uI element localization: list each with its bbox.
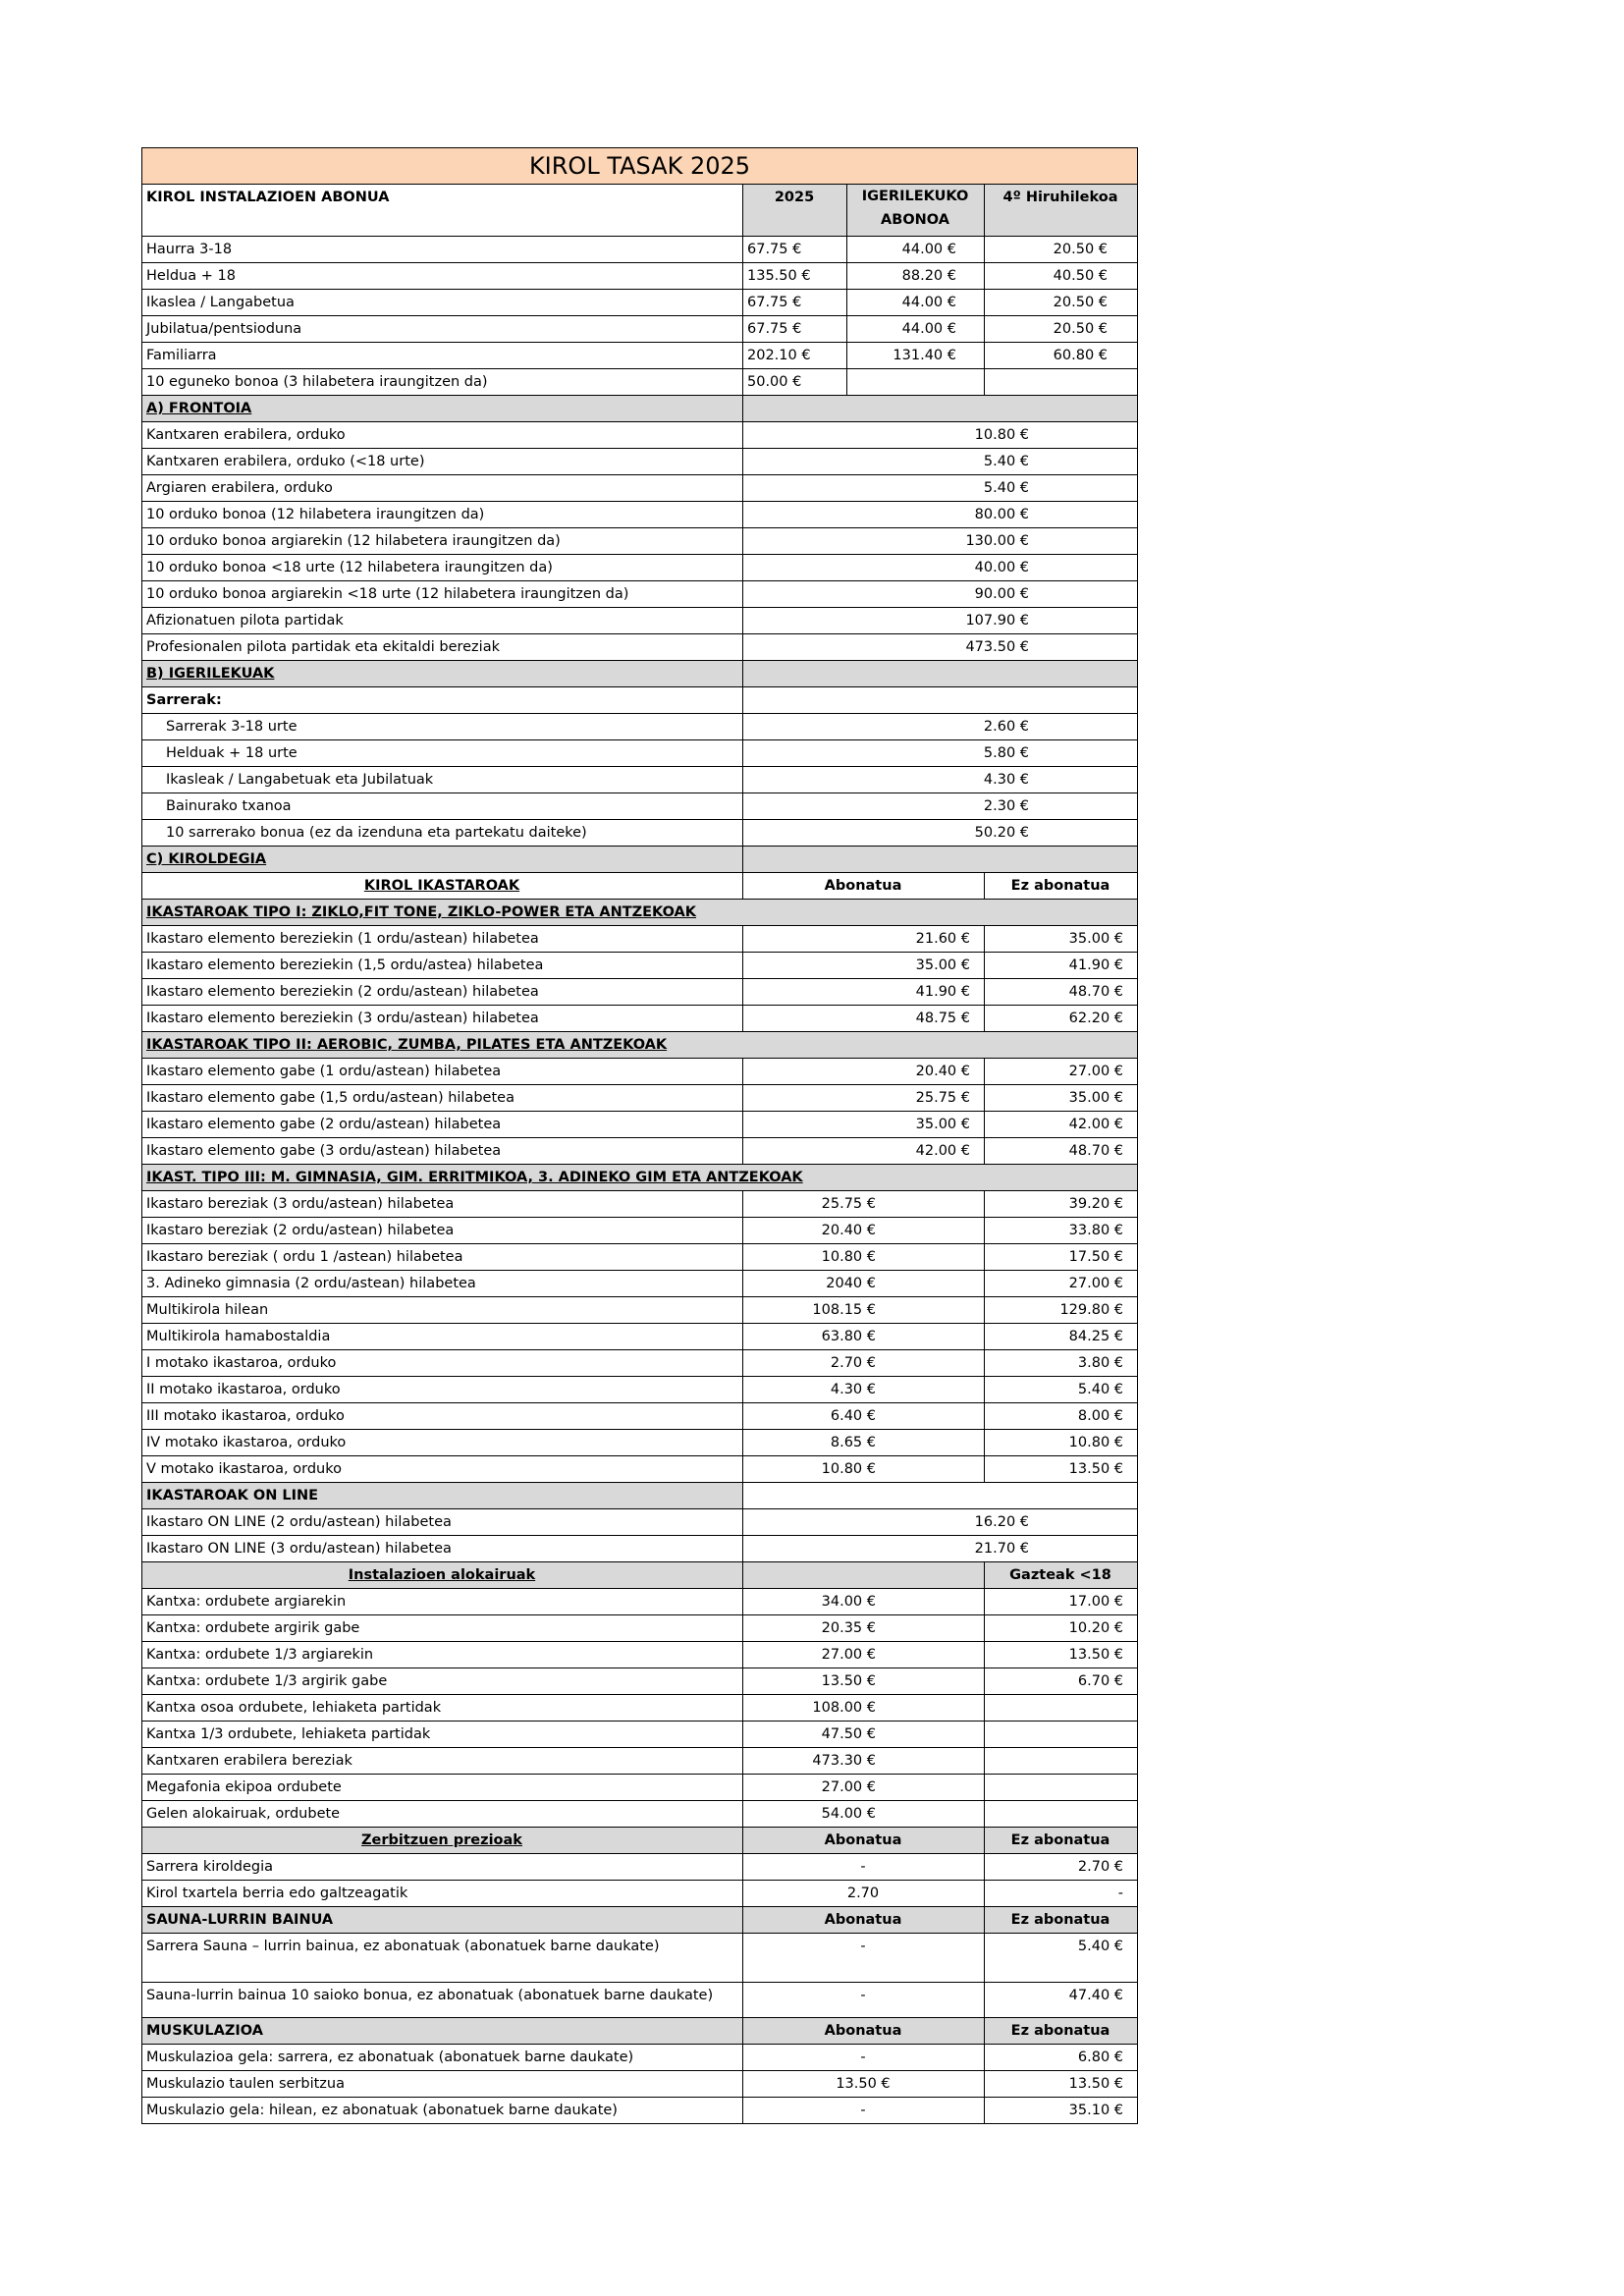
row-value-pool: 88.20 € bbox=[847, 263, 985, 290]
section-zerbitzuak-label: Zerbitzuen prezioak bbox=[142, 1828, 743, 1854]
row-value: 473.50 € bbox=[743, 634, 1138, 661]
row-label: Sarrerak 3-18 urte bbox=[142, 714, 743, 740]
row-value-member: 108.00 € bbox=[743, 1695, 985, 1722]
row-value-pool: 44.00 € bbox=[847, 237, 985, 263]
row-value-nonmember: 129.80 € bbox=[985, 1297, 1138, 1324]
section-frontoia bbox=[142, 396, 1138, 422]
table-row bbox=[142, 1138, 1138, 1165]
row-value-member: 35.00 € bbox=[743, 1112, 985, 1138]
row-value-nonmember bbox=[985, 1695, 1138, 1722]
table-row bbox=[142, 1509, 1138, 1536]
table-row bbox=[142, 1271, 1138, 1297]
col-member: Abonatua bbox=[743, 1907, 985, 1934]
section-tipo2 bbox=[142, 1032, 1138, 1059]
courses-label: KIROL IKASTAROAK bbox=[142, 873, 743, 900]
row-value: 90.00 € bbox=[743, 581, 1138, 608]
table-row bbox=[142, 979, 1138, 1006]
row-value: 16.20 € bbox=[743, 1509, 1138, 1536]
table-row bbox=[142, 475, 1138, 502]
row-label: Multikirola hamabostaldia bbox=[142, 1324, 743, 1350]
row-label: Afizionatuen pilota partidak bbox=[142, 608, 743, 634]
table-row bbox=[142, 1775, 1138, 1801]
section-frontoia-blank bbox=[743, 396, 1138, 422]
section-sauna-label: SAUNA-LURRIN BAINUA bbox=[142, 1907, 743, 1934]
table-row bbox=[142, 1695, 1138, 1722]
table-row bbox=[142, 528, 1138, 555]
row-value-member: - bbox=[743, 2045, 985, 2071]
row-value-member: 54.00 € bbox=[743, 1801, 985, 1828]
row-value-pool: 44.00 € bbox=[847, 290, 985, 316]
table-row bbox=[142, 1191, 1138, 1218]
col-nonmember: Ez abonatua bbox=[985, 1907, 1138, 1934]
row-value-nonmember: 6.80 € bbox=[985, 2045, 1138, 2071]
row-label: I motako ikastaroa, orduko bbox=[142, 1350, 743, 1377]
table-row bbox=[142, 290, 1138, 316]
row-value-member: 473.30 € bbox=[743, 1748, 985, 1775]
row-value-member: 10.80 € bbox=[743, 1456, 985, 1483]
row-label: 10 orduko bonoa (12 hilabetera iraungitzen da) bbox=[142, 502, 743, 528]
row-value-nonmember: 5.40 € bbox=[985, 1934, 1138, 1983]
table-row bbox=[142, 820, 1138, 847]
table-row bbox=[142, 555, 1138, 581]
row-label: Ikastaro ON LINE (2 ordu/astean) hilabetea bbox=[142, 1509, 743, 1536]
header-label: KIROL INSTALAZIOEN ABONUA bbox=[142, 185, 743, 237]
row-label: Gelen alokairuak, ordubete bbox=[142, 1801, 743, 1828]
section-alokairuak bbox=[142, 1562, 1138, 1589]
row-label: Sarrera kiroldegia bbox=[142, 1854, 743, 1881]
section-muskulazioa bbox=[142, 2018, 1138, 2045]
row-label: Muskulazio taulen serbitzua bbox=[142, 2071, 743, 2098]
table-row bbox=[142, 343, 1138, 369]
row-value-member: 25.75 € bbox=[743, 1191, 985, 1218]
row-value: 4.30 € bbox=[743, 767, 1138, 793]
row-value-nonmember: 27.00 € bbox=[985, 1059, 1138, 1085]
blank bbox=[743, 1483, 1138, 1509]
row-value-year: 202.10 € bbox=[743, 343, 847, 369]
fees-table bbox=[141, 147, 1138, 2124]
row-value-member: 20.35 € bbox=[743, 1615, 985, 1642]
row-value-nonmember: 17.00 € bbox=[985, 1589, 1138, 1615]
table-row bbox=[142, 1456, 1138, 1483]
row-value-member: - bbox=[743, 1854, 985, 1881]
row-value-quarter bbox=[985, 369, 1138, 396]
row-value-nonmember: 35.00 € bbox=[985, 1085, 1138, 1112]
row-value-nonmember: 3.80 € bbox=[985, 1350, 1138, 1377]
header-col-year: 2025 bbox=[743, 185, 847, 237]
row-value-member: 42.00 € bbox=[743, 1138, 985, 1165]
table-row bbox=[142, 1430, 1138, 1456]
row-label: Profesionalen pilota partidak eta ekitaldi bereziak bbox=[142, 634, 743, 661]
row-value-nonmember: 42.00 € bbox=[985, 1112, 1138, 1138]
row-value-nonmember bbox=[985, 1748, 1138, 1775]
section-frontoia-label: A) FRONTOIA bbox=[142, 396, 743, 422]
row-value: 50.20 € bbox=[743, 820, 1138, 847]
row-label: Ikastaro elemento bereziekin (2 ordu/astean) hilabetea bbox=[142, 979, 743, 1006]
blank bbox=[743, 1562, 985, 1589]
table-row bbox=[142, 581, 1138, 608]
table-row bbox=[142, 1615, 1138, 1642]
row-label: Ikastaro elemento bereziekin (3 ordu/astean) hilabetea bbox=[142, 1006, 743, 1032]
row-label: III motako ikastaroa, orduko bbox=[142, 1403, 743, 1430]
row-value-nonmember: - bbox=[985, 1881, 1138, 1907]
table-row bbox=[142, 1006, 1138, 1032]
row-value-member: 48.75 € bbox=[743, 1006, 985, 1032]
row-value: 2.60 € bbox=[743, 714, 1138, 740]
header-col-quarter: 4º Hiruhilekoa bbox=[985, 185, 1138, 237]
title-row bbox=[142, 148, 1138, 185]
row-value-pool: 131.40 € bbox=[847, 343, 985, 369]
courses-header-row bbox=[142, 873, 1138, 900]
row-label: Kantxa: ordubete argirik gabe bbox=[142, 1615, 743, 1642]
row-value: 10.80 € bbox=[743, 422, 1138, 449]
row-value-member: 34.00 € bbox=[743, 1589, 985, 1615]
table-row bbox=[142, 237, 1138, 263]
row-label: 10 eguneko bonoa (3 hilabetera iraungitzen da) bbox=[142, 369, 743, 396]
row-value-nonmember: 6.70 € bbox=[985, 1668, 1138, 1695]
row-value-nonmember: 13.50 € bbox=[985, 1642, 1138, 1668]
section-igerilekuak bbox=[142, 661, 1138, 687]
row-value-member: 108.15 € bbox=[743, 1297, 985, 1324]
row-value-member: 20.40 € bbox=[743, 1218, 985, 1244]
row-label: Ikastaro elemento bereziekin (1 ordu/astean) hilabetea bbox=[142, 926, 743, 953]
row-label: Ikastaro ON LINE (3 ordu/astean) hilabetea bbox=[142, 1536, 743, 1562]
row-label: Kantxa: ordubete argiarekin bbox=[142, 1589, 743, 1615]
table-row bbox=[142, 1668, 1138, 1695]
table-row bbox=[142, 1085, 1138, 1112]
table-row bbox=[142, 1983, 1138, 2018]
row-value-member: 6.40 € bbox=[743, 1403, 985, 1430]
row-label: Ikastaro bereziak ( ordu 1 /astean) hilabetea bbox=[142, 1244, 743, 1271]
row-value-nonmember: 39.20 € bbox=[985, 1191, 1138, 1218]
row-value-nonmember: 47.40 € bbox=[985, 1983, 1138, 2018]
row-value-member: 21.60 € bbox=[743, 926, 985, 953]
row-label: V motako ikastaroa, orduko bbox=[142, 1456, 743, 1483]
row-label: Heldua + 18 bbox=[142, 263, 743, 290]
row-label: Muskulazio gela: hilean, ez abonatuak (abonatuek barne daukate) bbox=[142, 2098, 743, 2124]
section-tipo3 bbox=[142, 1165, 1138, 1191]
blank bbox=[743, 687, 1138, 714]
row-label: Ikastaro elemento gabe (1,5 ordu/astean) hilabetea bbox=[142, 1085, 743, 1112]
table-row bbox=[142, 926, 1138, 953]
row-value: 21.70 € bbox=[743, 1536, 1138, 1562]
row-value-year: 67.75 € bbox=[743, 290, 847, 316]
row-value-member: 41.90 € bbox=[743, 979, 985, 1006]
row-label: Kantxa 1/3 ordubete, lehiaketa partidak bbox=[142, 1722, 743, 1748]
row-label: Ikastaro elemento gabe (1 ordu/astean) hilabetea bbox=[142, 1059, 743, 1085]
row-value-nonmember bbox=[985, 1722, 1138, 1748]
section-igerilekuak-label: B) IGERILEKUAK bbox=[142, 661, 743, 687]
row-value-nonmember: 13.50 € bbox=[985, 2071, 1138, 2098]
table-row bbox=[142, 1748, 1138, 1775]
table-row bbox=[142, 1403, 1138, 1430]
row-value-nonmember: 35.00 € bbox=[985, 926, 1138, 953]
row-value-member: - bbox=[743, 2098, 985, 2124]
row-value-year: 135.50 € bbox=[743, 263, 847, 290]
row-value-nonmember: 62.20 € bbox=[985, 1006, 1138, 1032]
row-value-year: 50.00 € bbox=[743, 369, 847, 396]
row-value-nonmember: 48.70 € bbox=[985, 1138, 1138, 1165]
table-row bbox=[142, 714, 1138, 740]
row-value-quarter: 40.50 € bbox=[985, 263, 1138, 290]
sub-heading-row bbox=[142, 687, 1138, 714]
row-value-member: 13.50 € bbox=[743, 1668, 985, 1695]
table-row bbox=[142, 953, 1138, 979]
table-row bbox=[142, 1854, 1138, 1881]
section-igerilekuak-blank bbox=[743, 661, 1138, 687]
row-value-nonmember: 5.40 € bbox=[985, 1377, 1138, 1403]
col-member: Abonatua bbox=[743, 2018, 985, 2045]
col-nonmember: Ez abonatua bbox=[985, 1828, 1138, 1854]
row-label: Ikastaro elemento gabe (3 ordu/astean) hilabetea bbox=[142, 1138, 743, 1165]
row-label: Kantxaren erabilera bereziak bbox=[142, 1748, 743, 1775]
row-value: 5.40 € bbox=[743, 449, 1138, 475]
row-label: Kantxa: ordubete 1/3 argirik gabe bbox=[142, 1668, 743, 1695]
table-row bbox=[142, 740, 1138, 767]
row-value-member: 35.00 € bbox=[743, 953, 985, 979]
row-value-year: 67.75 € bbox=[743, 237, 847, 263]
row-value-member: 47.50 € bbox=[743, 1722, 985, 1748]
row-label: Ikastaro elemento gabe (2 ordu/astean) hilabetea bbox=[142, 1112, 743, 1138]
row-value-quarter: 20.50 € bbox=[985, 237, 1138, 263]
table-row bbox=[142, 767, 1138, 793]
row-value-nonmember: 2.70 € bbox=[985, 1854, 1138, 1881]
section-kiroldegia-label: C) KIROLDEGIA bbox=[142, 847, 743, 873]
row-value-nonmember: 8.00 € bbox=[985, 1403, 1138, 1430]
row-value-member: 63.80 € bbox=[743, 1324, 985, 1350]
section-tipo3-label: IKAST. TIPO III: M. GIMNASIA, GIM. ERRITMIKOA, 3. ADINEKO GIM ETA ANTZEKOAK bbox=[142, 1165, 1138, 1191]
row-label: Multikirola hilean bbox=[142, 1297, 743, 1324]
row-label: Jubilatua/pentsioduna bbox=[142, 316, 743, 343]
table-row bbox=[142, 1350, 1138, 1377]
table-row bbox=[142, 1218, 1138, 1244]
section-muskulazioa-label: MUSKULAZIOA bbox=[142, 2018, 743, 2045]
table-row bbox=[142, 1059, 1138, 1085]
row-label: Ikastaro elemento bereziekin (1,5 ordu/astea) hilabetea bbox=[142, 953, 743, 979]
row-label: Sauna-lurrin bainua 10 saioko bonua, ez abonatuak (abonatuek barne daukate) bbox=[142, 1983, 743, 2018]
row-value-member: 2.70 bbox=[743, 1881, 985, 1907]
row-value-nonmember bbox=[985, 1801, 1138, 1828]
row-value-member: 2.70 € bbox=[743, 1350, 985, 1377]
row-value-pool bbox=[847, 369, 985, 396]
table-row bbox=[142, 1297, 1138, 1324]
row-label: Argiaren erabilera, orduko bbox=[142, 475, 743, 502]
section-online bbox=[142, 1483, 1138, 1509]
row-label: 10 sarrerako bonua (ez da izenduna eta partekatu daiteke) bbox=[142, 820, 743, 847]
row-value-year: 67.75 € bbox=[743, 316, 847, 343]
row-label: Kirol txartela berria edo galtzeagatik bbox=[142, 1881, 743, 1907]
table-row bbox=[142, 1881, 1138, 1907]
row-value-member: 8.65 € bbox=[743, 1430, 985, 1456]
row-value-nonmember: 27.00 € bbox=[985, 1271, 1138, 1297]
section-tipo2-label: IKASTAROAK TIPO II: AEROBIC, ZUMBA, PILATES ETA ANTZEKOAK bbox=[142, 1032, 1138, 1059]
row-label: Ikastaro bereziak (2 ordu/astean) hilabetea bbox=[142, 1218, 743, 1244]
table-row bbox=[142, 793, 1138, 820]
row-value-nonmember: 41.90 € bbox=[985, 953, 1138, 979]
row-value-pool: 44.00 € bbox=[847, 316, 985, 343]
table-row bbox=[142, 2071, 1138, 2098]
row-value-nonmember: 13.50 € bbox=[985, 1456, 1138, 1483]
section-alokairuak-label: Instalazioen alokairuak bbox=[142, 1562, 743, 1589]
header-row bbox=[142, 185, 1138, 237]
row-value: 130.00 € bbox=[743, 528, 1138, 555]
row-value-nonmember: 48.70 € bbox=[985, 979, 1138, 1006]
row-value-member: - bbox=[743, 1983, 985, 2018]
row-label: 10 orduko bonoa argiarekin <18 urte (12 hilabetera iraungitzen da) bbox=[142, 581, 743, 608]
section-tipo1-label: IKASTAROAK TIPO I: ZIKLO,FIT TONE, ZIKLO-POWER ETA ANTZEKOAK bbox=[142, 900, 1138, 926]
table-row bbox=[142, 263, 1138, 290]
section-tipo1 bbox=[142, 900, 1138, 926]
table-row bbox=[142, 1377, 1138, 1403]
section-online-label: IKASTAROAK ON LINE bbox=[142, 1483, 743, 1509]
sub-heading: Sarrerak: bbox=[142, 687, 743, 714]
table-row bbox=[142, 449, 1138, 475]
row-label: 3. Adineko gimnasia (2 ordu/astean) hilabetea bbox=[142, 1271, 743, 1297]
table-row bbox=[142, 2098, 1138, 2124]
row-value: 5.80 € bbox=[743, 740, 1138, 767]
row-value-quarter: 60.80 € bbox=[985, 343, 1138, 369]
row-value-member: 10.80 € bbox=[743, 1244, 985, 1271]
table-row bbox=[142, 1642, 1138, 1668]
table-row bbox=[142, 1324, 1138, 1350]
row-value-nonmember: 35.10 € bbox=[985, 2098, 1138, 2124]
table-row bbox=[142, 1112, 1138, 1138]
table-row bbox=[142, 316, 1138, 343]
row-label: Sarrera Sauna – lurrin bainua, ez abonatuak (abonatuek barne daukate) bbox=[142, 1934, 743, 1983]
table-row bbox=[142, 1244, 1138, 1271]
section-kiroldegia bbox=[142, 847, 1138, 873]
table-row bbox=[142, 2045, 1138, 2071]
table-row bbox=[142, 1589, 1138, 1615]
section-sauna bbox=[142, 1907, 1138, 1934]
row-value-nonmember: 10.20 € bbox=[985, 1615, 1138, 1642]
table-row bbox=[142, 422, 1138, 449]
row-value-member: 13.50 € bbox=[743, 2071, 985, 2098]
row-label: II motako ikastaroa, orduko bbox=[142, 1377, 743, 1403]
row-value-member: 25.75 € bbox=[743, 1085, 985, 1112]
table-row bbox=[142, 1934, 1138, 1983]
row-label: Bainurako txanoa bbox=[142, 793, 743, 820]
row-value-nonmember bbox=[985, 1775, 1138, 1801]
row-label: Kantxa: ordubete 1/3 argiarekin bbox=[142, 1642, 743, 1668]
table-row bbox=[142, 1536, 1138, 1562]
row-label: Ikaslea / Langabetua bbox=[142, 290, 743, 316]
col-member: Abonatua bbox=[743, 1828, 985, 1854]
table-row bbox=[142, 1722, 1138, 1748]
row-label: Megafonia ekipoa ordubete bbox=[142, 1775, 743, 1801]
row-label: Familiarra bbox=[142, 343, 743, 369]
row-label: Kantxaren erabilera, orduko (<18 urte) bbox=[142, 449, 743, 475]
page-title: KIROL TASAK 2025 bbox=[142, 148, 1138, 185]
row-value-quarter: 20.50 € bbox=[985, 290, 1138, 316]
row-value-nonmember: 10.80 € bbox=[985, 1430, 1138, 1456]
row-value-member: 27.00 € bbox=[743, 1775, 985, 1801]
row-value: 2.30 € bbox=[743, 793, 1138, 820]
row-value-member: - bbox=[743, 1934, 985, 1983]
row-label: Ikastaro bereziak (3 ordu/astean) hilabetea bbox=[142, 1191, 743, 1218]
row-label: Muskulazioa gela: sarrera, ez abonatuak (abonatuek barne daukate) bbox=[142, 2045, 743, 2071]
row-value-member: 4.30 € bbox=[743, 1377, 985, 1403]
row-value-nonmember: 17.50 € bbox=[985, 1244, 1138, 1271]
header-col-pool: IGERILEKUKO ABONOA bbox=[847, 185, 985, 237]
row-value-nonmember: 84.25 € bbox=[985, 1324, 1138, 1350]
row-value-member: 20.40 € bbox=[743, 1059, 985, 1085]
col-youth: Gazteak <18 bbox=[985, 1562, 1138, 1589]
row-value-member: 27.00 € bbox=[743, 1642, 985, 1668]
col-member: Abonatua bbox=[743, 873, 985, 900]
row-label: Kantxaren erabilera, orduko bbox=[142, 422, 743, 449]
row-value-quarter: 20.50 € bbox=[985, 316, 1138, 343]
section-kiroldegia-blank bbox=[743, 847, 1138, 873]
row-value: 80.00 € bbox=[743, 502, 1138, 528]
table-row bbox=[142, 369, 1138, 396]
row-value-nonmember: 33.80 € bbox=[985, 1218, 1138, 1244]
row-label: 10 orduko bonoa argiarekin (12 hilabetera iraungitzen da) bbox=[142, 528, 743, 555]
row-value: 40.00 € bbox=[743, 555, 1138, 581]
row-value: 107.90 € bbox=[743, 608, 1138, 634]
row-label: Ikasleak / Langabetuak eta Jubilatuak bbox=[142, 767, 743, 793]
row-label: Helduak + 18 urte bbox=[142, 740, 743, 767]
table-row bbox=[142, 634, 1138, 661]
section-zerbitzuak bbox=[142, 1828, 1138, 1854]
row-label: 10 orduko bonoa <18 urte (12 hilabetera iraungitzen da) bbox=[142, 555, 743, 581]
row-value: 5.40 € bbox=[743, 475, 1138, 502]
row-label: IV motako ikastaroa, orduko bbox=[142, 1430, 743, 1456]
row-label: Kantxa osoa ordubete, lehiaketa partidak bbox=[142, 1695, 743, 1722]
table-row bbox=[142, 1801, 1138, 1828]
table-row bbox=[142, 502, 1138, 528]
col-nonmember: Ez abonatua bbox=[985, 873, 1138, 900]
table-row bbox=[142, 608, 1138, 634]
row-label: Haurra 3-18 bbox=[142, 237, 743, 263]
col-nonmember: Ez abonatua bbox=[985, 2018, 1138, 2045]
row-value-member: 2040 € bbox=[743, 1271, 985, 1297]
